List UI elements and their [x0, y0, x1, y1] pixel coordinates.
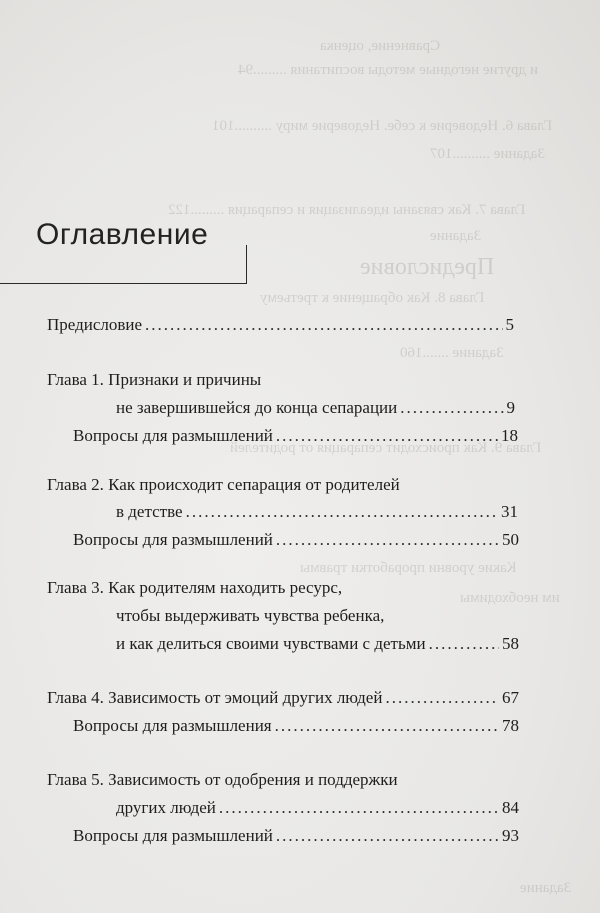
ghost-line: Глава 6. Недоверие к себе. Недоверие миру ..........101 — [212, 118, 553, 134]
dot-leader — [276, 826, 499, 846]
toc-entry-chapter-5 — [116, 798, 519, 818]
dot-leader — [276, 426, 498, 446]
toc-entry-chapter-3-line1: Глава 3. Как родителям находить ресурс, — [47, 578, 343, 597]
ghost-line: им необходимы — [460, 590, 560, 606]
dot-leader — [429, 634, 499, 654]
toc-entry-preface — [47, 315, 514, 335]
toc-entry-title: Вопросы для размышлений — [73, 426, 273, 445]
toc-entry-title: в детстве — [116, 502, 183, 521]
toc-entry-chapter-1-line1: Глава 1. Признаки и причины — [47, 370, 262, 389]
ghost-line: Сравнение, оценка — [320, 38, 441, 54]
toc-page-number: 50 — [502, 530, 519, 549]
toc-page-number: 31 — [501, 502, 518, 521]
toc-entry-chapter-5-line1: Глава 5. Зависимость от одобрения и поддержки — [47, 770, 398, 789]
toc-entry-title: и как делиться своими чувствами с детьми — [116, 634, 426, 653]
ghost-line: и другие негодные методы воспитания .........94 — [238, 62, 538, 78]
toc-page-number: 5 — [505, 315, 514, 334]
toc-entry-chapter-2-questions — [73, 530, 519, 550]
ghost-line: Предисловие — [360, 254, 495, 280]
ghost-line: Какие уровни проработки травмы — [300, 560, 517, 576]
toc-entry-title: Вопросы для размышлений — [73, 530, 273, 549]
ghost-line: Задание .......160 — [400, 345, 504, 361]
toc-entry-title: других людей — [116, 798, 216, 817]
toc-page-number: 84 — [502, 798, 519, 817]
ghost-line: Задание — [430, 228, 482, 244]
toc-entry-chapter-4-questions — [73, 716, 519, 736]
toc-page-number: 18 — [501, 426, 518, 445]
toc-entry-title: Вопросы для размышления — [73, 716, 272, 735]
toc-entry-chapter-1 — [116, 398, 515, 418]
dot-leader — [385, 688, 499, 708]
dot-leader — [186, 502, 498, 522]
ghost-line: Глава 9. Как происходит сепарация от родителей — [230, 440, 542, 456]
toc-entry-title: Предисловие — [47, 315, 143, 334]
dot-leader — [400, 398, 503, 418]
dot-leader — [145, 315, 502, 335]
toc-entry-chapter-4 — [47, 688, 519, 708]
toc-entry-chapter-1-questions — [73, 426, 518, 446]
dot-leader — [275, 716, 499, 736]
toc-page-number: 58 — [502, 634, 519, 653]
toc-entry-chapter-5-questions — [73, 826, 519, 846]
toc-entry-title: не завершившейся до конца сепарации — [116, 398, 398, 417]
ghost-line: Глава 7. Как связаны идеализация и сепарация .........122 — [168, 202, 526, 218]
toc-page-number: 93 — [502, 826, 519, 845]
ghost-line: Задание ..........107 — [430, 146, 545, 162]
toc-entry-title: Глава 4. Зависимость от эмоций других людей — [47, 688, 383, 707]
ghost-line: Глава 8. Как обращение к третьему — [260, 290, 485, 306]
dot-leader — [219, 798, 499, 818]
toc-entry-chapter-3-line2: чтобы выдерживать чувства ребенка, — [116, 606, 385, 625]
toc-entry-chapter-3 — [116, 634, 519, 654]
toc-entry-title: Вопросы для размышлений — [73, 826, 273, 845]
toc-entry-chapter-2-line1: Глава 2. Как происходит сепарация от родителей — [47, 475, 400, 494]
toc-page-number: 67 — [502, 688, 519, 707]
page-title: Оглавление — [36, 218, 209, 251]
dot-leader — [276, 530, 499, 550]
toc-page-number: 78 — [502, 716, 519, 735]
ghost-line: Задание — [520, 880, 572, 896]
toc-entry-chapter-2 — [116, 502, 518, 522]
toc-page-number: 9 — [506, 398, 515, 417]
